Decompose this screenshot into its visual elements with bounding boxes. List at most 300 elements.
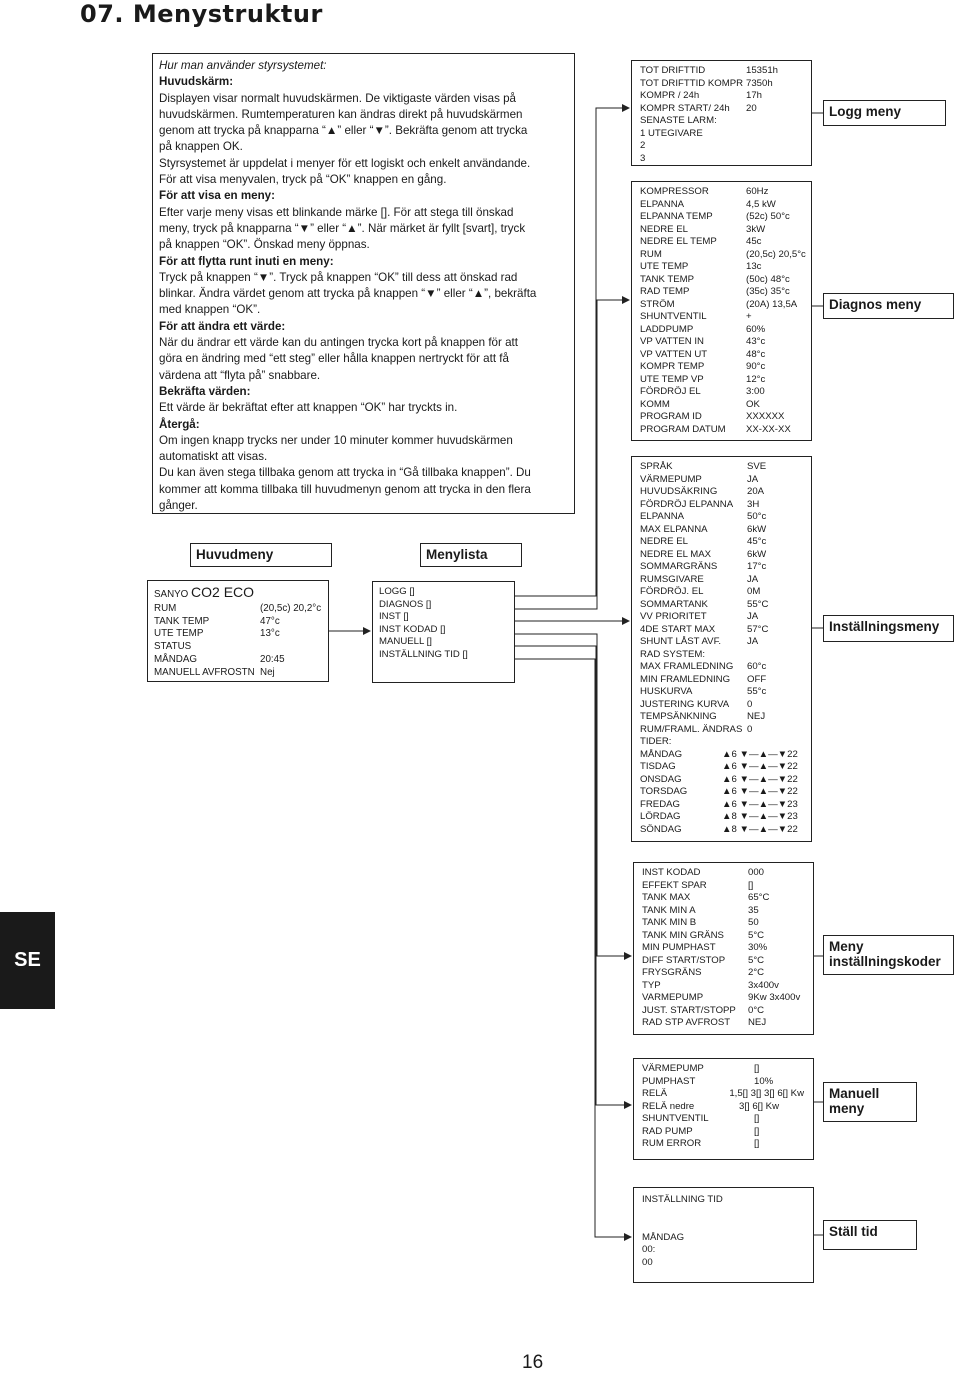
- list-row: [640, 461, 803, 474]
- instruction-line: kommer att komma tillbaka till huvudmenyn genom att trycka in den flera: [159, 482, 531, 496]
- row-value: 55°C: [747, 598, 769, 610]
- row-key: LÖRDAG: [640, 811, 681, 822]
- instruction-line: med knappen “OK”.: [159, 303, 261, 317]
- row-value: 17h: [746, 90, 763, 101]
- list-row: [640, 549, 803, 562]
- list-row: [640, 349, 803, 362]
- row-value: 60°c: [747, 661, 767, 672]
- row-value: [722, 736, 747, 749]
- row-key: MÅNDAG: [640, 748, 683, 760]
- instruction-line: värdena att “flyta på” snabbare.: [159, 368, 321, 382]
- row-value: 10%: [754, 1075, 774, 1087]
- row-value: 48°c: [746, 348, 766, 360]
- instruction-line: automatiskt att visas.: [159, 450, 268, 464]
- row-key: 3: [640, 152, 646, 164]
- row-key: SOMMARGRÄNS: [640, 561, 718, 572]
- row-value: 7350h: [746, 77, 773, 89]
- list-row: [642, 992, 805, 1005]
- row-value: JA: [747, 573, 759, 585]
- list-row: [640, 248, 806, 262]
- row-key: KOMPRESSOR: [640, 186, 709, 197]
- row-key: PROGRAM ID: [640, 411, 702, 422]
- row-key: RUM: [154, 603, 177, 614]
- list-row: [640, 599, 803, 612]
- menu-list-item: INST KODAD []: [379, 623, 446, 635]
- row-value: []: [754, 1113, 760, 1124]
- arrow-to-codes: [515, 634, 631, 956]
- huvudmeny-label: Huvudmeny: [190, 543, 332, 567]
- row-value: 35: [748, 904, 759, 916]
- row-value: 3kW: [746, 223, 766, 235]
- row-value: 30%: [748, 942, 768, 953]
- row-key: STATUS: [154, 641, 192, 653]
- time-menu-box: [633, 1187, 814, 1283]
- row-key: RAD SYSTEM:: [640, 648, 706, 660]
- instruction-line: genom att trycka på knapparna “▲” eller “▼”. Bekräfta genom att trycka: [159, 124, 528, 138]
- codes-menu-box: [633, 862, 814, 1035]
- list-row: [640, 361, 803, 374]
- list-row: [642, 905, 805, 918]
- row-key: FREDAG: [640, 798, 680, 810]
- list-row: [642, 930, 805, 943]
- list-row: [154, 654, 322, 667]
- row-key: JUST. START/STOPP: [642, 1004, 736, 1016]
- list-row: [640, 511, 803, 524]
- list-row: [642, 967, 805, 980]
- row-value: ▲6 ▼—▲—▼23: [722, 798, 798, 810]
- instruction-line: på knappen OK.: [159, 140, 243, 154]
- list-row: [642, 1063, 805, 1076]
- list-row: [640, 211, 803, 224]
- row-value: 3:00: [746, 386, 765, 397]
- instruction-line: Efter varje meny visas ett blinkande märke []. För att stega till önskad: [159, 205, 514, 219]
- row-key: TOT DRIFTTID KOMPR: [640, 77, 744, 89]
- row-key: HUVUDSÄKRING: [640, 486, 718, 497]
- list-row: [154, 616, 322, 629]
- list-row: [640, 499, 803, 512]
- settings-menu-box: [631, 456, 812, 842]
- row-value: JA: [747, 473, 759, 485]
- list-row: [640, 115, 803, 128]
- row-key: TOT DRIFTTID: [640, 65, 706, 76]
- list-row: [640, 711, 803, 724]
- log-menu-box: [631, 60, 812, 166]
- row-key: PROGRAM DATUM: [640, 423, 726, 435]
- list-row: [640, 761, 803, 774]
- menylista-label: Menylista: [420, 543, 522, 567]
- list-row: [640, 274, 803, 287]
- list-row: [642, 1113, 805, 1126]
- row-value: 13c: [746, 261, 762, 272]
- row-value: 60Hz: [746, 186, 769, 197]
- row-value: 20:45: [260, 653, 285, 665]
- row-key: VP VATTEN IN: [640, 336, 704, 347]
- row-value: 3x400v: [748, 979, 779, 991]
- row-key: KOMPR START/ 24h: [640, 102, 730, 114]
- list-row: [640, 299, 803, 312]
- row-key: KOMM: [640, 398, 670, 410]
- row-key: INST KODAD: [642, 867, 701, 878]
- list-row: [640, 311, 803, 324]
- instruction-line: meny, tryck på knapparna “▼” eller “▲”. När märket är fyllt [svart], tryck: [159, 221, 526, 235]
- language-tab-se: SE: [0, 912, 55, 1009]
- list-row: [642, 1088, 805, 1101]
- time-hours: 00:: [642, 1244, 656, 1255]
- list-row: [154, 667, 322, 680]
- row-key: TIDER:: [640, 736, 672, 747]
- list-row: [640, 224, 803, 237]
- row-value: 0M: [747, 586, 761, 597]
- instruction-line: huvudskärmen. Rumtemperaturen kan ändras direkt på huvudskärmen: [159, 107, 523, 121]
- instruction-line: Du kan även stega tillbaka genom att trycka in “Gå tillbaka knappen”. Du: [159, 466, 531, 480]
- row-key: MAX FRAMLEDNING: [640, 661, 734, 672]
- row-value: 60%: [746, 323, 766, 335]
- menu-list-box: [372, 581, 515, 683]
- list-row: [640, 561, 803, 574]
- row-key: RAD PUMP: [642, 1125, 693, 1137]
- row-value: []: [754, 1138, 760, 1149]
- row-key: RAD TEMP: [640, 286, 690, 297]
- row-key: LADDPUMP: [640, 323, 694, 335]
- manuell-meny-label: Manuell meny: [823, 1082, 917, 1122]
- list-row: [640, 586, 803, 599]
- row-value: ▲6 ▼—▲—▼22: [722, 748, 798, 760]
- page-number: 16: [522, 1352, 544, 1373]
- row-key: RELÄ: [642, 1088, 668, 1099]
- list-row: [640, 186, 803, 199]
- list-row: [642, 880, 805, 893]
- row-key: FÖRDRÖJ ELPANNA: [640, 498, 734, 510]
- list-row: [640, 486, 803, 499]
- row-key: SHUNTVENTIL: [640, 311, 707, 322]
- list-row: [640, 536, 803, 549]
- instruction-line: För att ändra ett värde:: [159, 319, 286, 333]
- list-row: [640, 824, 803, 837]
- row-value: NEJ: [747, 711, 766, 722]
- menu-list-item: MANUELL []: [379, 636, 432, 647]
- list-row: [640, 286, 803, 299]
- stall-tid-label: Ställ tid: [823, 1220, 917, 1250]
- row-value: 45°c: [747, 536, 767, 547]
- row-value: 43°c: [746, 336, 766, 347]
- list-row: [642, 955, 805, 968]
- row-key: VV PRIORITET: [640, 611, 707, 622]
- instruction-line: Displayen visar normalt huvudskärmen. De viktigaste värden visas på: [159, 91, 516, 105]
- row-key: MIN FRAMLEDNING: [640, 673, 731, 685]
- row-value: []: [748, 879, 754, 891]
- row-value: ▲8 ▼—▲—▼23: [722, 811, 798, 822]
- row-value: OFF: [747, 673, 767, 685]
- row-key: VARMEPUMP: [642, 992, 704, 1003]
- row-value: 55°c: [747, 686, 767, 697]
- list-row: [640, 90, 803, 103]
- row-key: KOMPR TEMP: [640, 361, 705, 372]
- row-key: SÖNDAG: [640, 823, 682, 835]
- row-value: (20,5c) 20,2°c: [260, 603, 322, 614]
- list-row: [640, 674, 803, 687]
- row-key: TANK MIN GRÄNS: [642, 929, 724, 941]
- row-value: 9Kw 3x400v: [748, 992, 801, 1003]
- list-row: [642, 917, 805, 930]
- row-key: HUSKURVA: [640, 686, 693, 697]
- row-value: XXXXXX: [746, 411, 785, 422]
- row-key: TORSDAG: [640, 786, 688, 797]
- row-key: KOMPR / 24h: [640, 90, 700, 101]
- row-key: SPRÅK: [640, 461, 673, 472]
- meny-koder-label: Meny inställningskoder: [823, 935, 954, 975]
- row-key: SOMMARTANK: [640, 598, 708, 610]
- list-row: [640, 661, 803, 674]
- row-value: ▲8 ▼—▲—▼22: [722, 823, 798, 835]
- page-title: 07. Menystruktur: [80, 0, 323, 28]
- model-text: CO2 ECO: [191, 584, 255, 600]
- row-key: UTE TEMP: [640, 261, 689, 272]
- instruction-line: Huvudskärm:: [159, 75, 234, 89]
- diagnos-meny-label: Diagnos meny: [823, 293, 954, 319]
- list-row: [640, 411, 803, 424]
- row-value: [722, 649, 747, 662]
- row-value: 3H: [747, 498, 760, 510]
- row-value: (35c) 35°c: [746, 286, 790, 297]
- list-row: [640, 324, 803, 337]
- row-key: TEMPSÄNKNING: [640, 711, 717, 722]
- list-row: [640, 386, 803, 399]
- list-row: [642, 1126, 805, 1139]
- row-key: MANUELL AVFROSTN: [154, 666, 255, 678]
- menu-list-item: INSTÄLLNING TID []: [379, 648, 468, 660]
- row-key: MIN PUMPHAST: [642, 942, 716, 953]
- row-key: RELÄ nedre: [642, 1100, 695, 1112]
- row-key: TANK MIN B: [642, 917, 697, 928]
- menu-list-item: INST []: [379, 611, 409, 622]
- instruction-line: När du ändrar ett värde kan du antingen trycka kort på knappen för att: [159, 336, 518, 350]
- list-row: [640, 749, 803, 762]
- list-row: [640, 524, 803, 537]
- row-value: 5°C: [748, 954, 765, 966]
- row-key: RAD STP AVFROST: [642, 1017, 731, 1028]
- row-key: VÄRMEPUMP: [640, 473, 702, 485]
- instruction-line: Återgå:: [159, 417, 200, 431]
- row-value: (52c) 50°c: [746, 211, 790, 222]
- row-key: MAX ELPANNA: [640, 523, 708, 535]
- row-value: ▲6 ▼—▲—▼22: [722, 786, 798, 797]
- row-key: FÖRDRÖJ EL: [640, 386, 701, 397]
- list-row: [640, 199, 803, 212]
- row-key: DIFF START/STOP: [642, 954, 726, 966]
- time-minutes: 00: [642, 1256, 653, 1268]
- list-row: [640, 649, 803, 662]
- row-key: TANK MIN A: [642, 904, 696, 916]
- row-key: ELPANNA: [640, 511, 685, 522]
- list-row: [640, 153, 803, 166]
- time-title: INSTÄLLNING TID: [642, 1194, 723, 1205]
- row-value: []: [754, 1063, 760, 1074]
- list-row: [642, 942, 805, 955]
- row-value: OK: [746, 398, 760, 410]
- list-row: [642, 980, 805, 993]
- list-row: [640, 236, 803, 249]
- row-key: ONSDAG: [640, 773, 682, 785]
- row-value: 20A: [747, 486, 765, 497]
- row-key: RUM/FRAML. ÄNDRAS: [640, 723, 743, 735]
- row-value: ▲6 ▼—▲—▼22: [722, 773, 798, 785]
- row-key: RUM ERROR: [642, 1138, 702, 1149]
- row-value: 0°C: [748, 1004, 765, 1016]
- row-value: 0: [747, 723, 753, 735]
- row-key: SENASTE LARM:: [640, 115, 717, 126]
- list-row: [640, 736, 803, 749]
- diag-menu-box: [631, 181, 812, 441]
- instruction-line: Styrsystemet är uppdelat i menyer för ett logiskt och enkelt användande.: [159, 156, 531, 170]
- row-key: NEDRE EL MAX: [640, 548, 712, 560]
- row-value: SVE: [747, 461, 767, 472]
- list-row: [640, 786, 803, 799]
- list-row: [640, 724, 803, 737]
- row-value: ▲6 ▼—▲—▼22: [722, 761, 798, 772]
- row-value: 2°C: [748, 967, 765, 978]
- list-row: [640, 686, 803, 699]
- list-row: [640, 474, 803, 487]
- list-row: [640, 374, 803, 387]
- list-row: [640, 399, 803, 412]
- row-key: SHUNTVENTIL: [642, 1113, 709, 1124]
- row-key: FÖRDRÖJ. EL: [640, 586, 704, 597]
- instruction-line: För att visa menyvalen, tryck på “OK” knappen en gång.: [159, 173, 447, 187]
- row-key: SHUNT LÅST AVF.: [640, 636, 722, 647]
- instruction-line: Bekräfta värden:: [159, 384, 251, 398]
- row-key: MÅNDAG: [154, 653, 198, 665]
- row-value: 5°C: [748, 929, 765, 941]
- menu-list-item: LOGG []: [379, 586, 415, 597]
- list-row: [640, 624, 803, 637]
- row-value: 47°c: [260, 615, 280, 627]
- row-value: 4,5 kW: [746, 198, 776, 210]
- row-value: 6kW: [747, 523, 767, 535]
- row-key: NEDRE EL: [640, 223, 688, 235]
- row-value: XX-XX-XX: [746, 423, 791, 435]
- row-key: TANK TEMP: [640, 273, 695, 285]
- row-value: 45c: [746, 236, 762, 247]
- row-key: EFFEKT SPAR: [642, 879, 707, 891]
- row-key: FRYSGRÄNS: [642, 967, 702, 978]
- instruction-line: Om ingen knapp trycks ner under 10 minuter kommer huvudskärmen: [159, 433, 513, 447]
- list-row: [640, 811, 803, 824]
- row-value: 65°C: [748, 892, 770, 903]
- row-value: 12°c: [746, 373, 766, 385]
- list-row: [642, 1005, 805, 1018]
- logg-meny-label: Logg meny: [823, 100, 946, 126]
- row-value: 3[] 6[] Kw: [739, 1100, 779, 1112]
- installningsmeny-label: Inställningsmeny: [823, 615, 954, 642]
- list-row: [154, 628, 322, 641]
- row-value: JA: [747, 636, 759, 647]
- row-key: TANK MAX: [642, 892, 691, 903]
- instruction-line: Tryck på knappen “▼”. Tryck på knappen “OK” till dess att önskad rad: [159, 270, 518, 284]
- list-row: [640, 611, 803, 624]
- row-value: (20A) 13,5A: [746, 298, 798, 310]
- menu-list-item: DIAGNOS []: [379, 598, 432, 610]
- list-row: [154, 603, 322, 616]
- row-key: NEDRE EL: [640, 536, 688, 547]
- list-row: [640, 140, 803, 153]
- row-value: NEJ: [748, 1017, 767, 1028]
- row-key: 1 UTEGIVARE: [640, 127, 703, 139]
- row-key: STRÖM: [640, 298, 675, 310]
- list-row: [640, 103, 803, 116]
- instructions-box: [152, 53, 575, 514]
- row-value: 20: [746, 102, 757, 114]
- row-value: 0: [747, 698, 753, 710]
- row-value: 90°c: [746, 361, 766, 372]
- list-row: [640, 774, 803, 787]
- row-key: NEDRE EL TEMP: [640, 236, 717, 247]
- row-key: 2: [640, 140, 646, 151]
- row-value: 50°c: [747, 511, 767, 522]
- instruction-line: blinkar. Ändra värdet genom att trycka på knappen “▼” eller “▲”, bekräfta: [159, 287, 537, 301]
- list-row: [640, 128, 803, 141]
- row-value: 6kW: [747, 548, 767, 560]
- list-row: [640, 636, 803, 649]
- row-value: 17°c: [747, 561, 767, 572]
- instruction-line: göra en ändring med “ett steg” eller hålla knappen nertryckt för att få: [159, 352, 509, 366]
- list-row: [640, 424, 803, 437]
- row-value: 000: [748, 867, 765, 878]
- row-value: []: [754, 1125, 760, 1137]
- row-key: ELPANNA TEMP: [640, 211, 713, 222]
- row-key: VÄRMEPUMP: [642, 1063, 704, 1074]
- row-key: TANK TEMP: [154, 615, 210, 627]
- row-value: +: [746, 311, 752, 322]
- row-value: (20,5c) 20,5°c: [746, 248, 806, 260]
- row-key: UTE TEMP: [154, 628, 204, 640]
- row-key: PUMPHAST: [642, 1075, 696, 1087]
- row-key: TISDAG: [640, 761, 676, 772]
- row-value: 15351h: [746, 65, 779, 76]
- instruction-line: För att visa en meny:: [159, 189, 275, 203]
- list-row: [640, 78, 803, 91]
- list-row: [640, 65, 803, 78]
- row-value: Nej: [260, 666, 275, 678]
- instruction-line: gånger.: [159, 499, 198, 513]
- row-key: 4DE START MAX: [640, 623, 716, 635]
- list-row: [642, 1017, 805, 1030]
- time-day: MÅNDAG: [642, 1231, 685, 1243]
- list-row: [642, 1138, 805, 1151]
- list-row: [154, 641, 322, 654]
- row-key: VP VATTEN UT: [640, 348, 708, 360]
- row-key: RUM: [640, 248, 662, 260]
- list-row: [642, 1076, 805, 1089]
- list-row: [642, 1101, 805, 1114]
- manual-menu-box: [633, 1058, 814, 1160]
- row-value: 50: [748, 917, 759, 928]
- brand-text: SANYO: [154, 589, 189, 600]
- instruction-line: För att flytta runt inuti en meny:: [159, 254, 334, 268]
- row-value: 1,5[] 3[] 3[] 6[] Kw: [729, 1088, 804, 1099]
- list-row: [642, 867, 805, 880]
- list-row: [640, 699, 803, 712]
- row-key: TYP: [642, 979, 661, 991]
- row-value: (50c) 48°c: [746, 273, 790, 285]
- row-key: UTE TEMP VP: [640, 373, 704, 385]
- row-key: ELPANNA: [640, 198, 685, 210]
- instruction-line: på knappen “OK”. Önskad meny öppnas.: [159, 238, 370, 252]
- list-row: [640, 261, 803, 274]
- arrow-to-time: [515, 659, 631, 1237]
- list-row: [640, 574, 803, 587]
- row-value: 57°C: [747, 623, 769, 635]
- list-row: [640, 336, 803, 349]
